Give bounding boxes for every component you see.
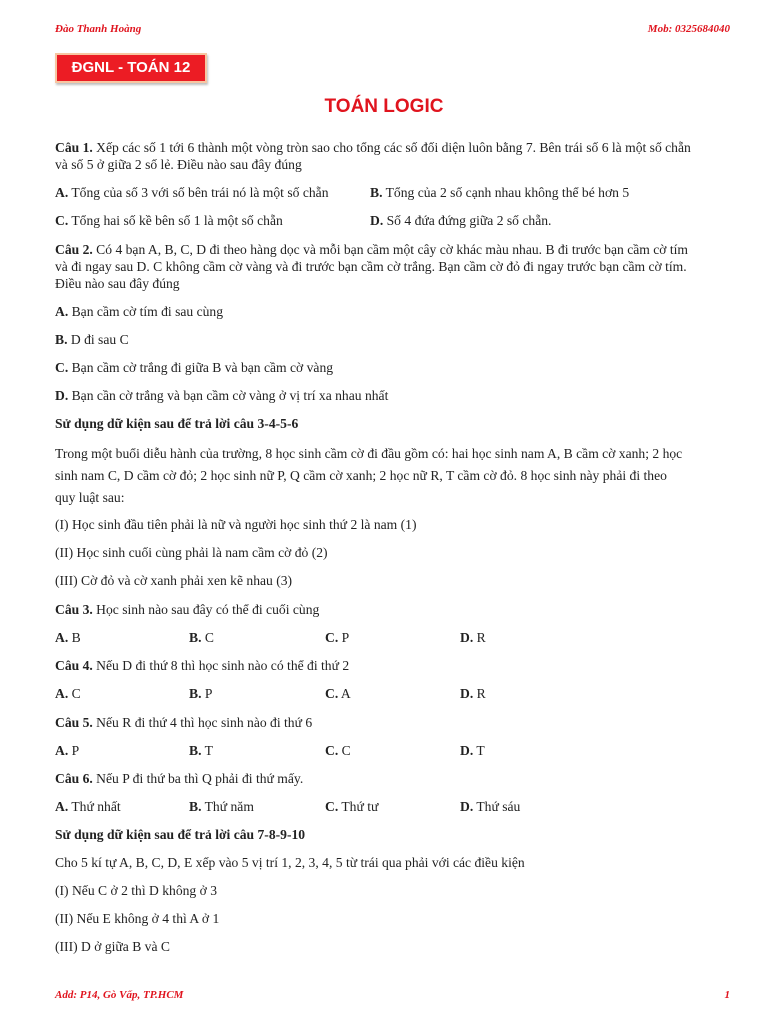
question-1-option-a: A. Tổng của số 3 với số bên trái nó là một số chẵn [55, 185, 329, 200]
question-2-option-b: B. D đi sau C [55, 332, 129, 347]
section-heading-7-10: Sử dụng dữ kiện sau để trả lời câu 7-8-9-10 [55, 827, 306, 842]
question-1-line-2: và số 5 ở giữa 2 số lẻ. Điều nào sau đây đúng [55, 157, 302, 172]
question-5-option-a: A. P [55, 743, 80, 758]
rule-1: (I) Học sinh đầu tiên phải là nữ và người học sinh thứ 2 là nam (1) [55, 517, 417, 532]
question-1-line-1 [55, 140, 691, 156]
rule-2-1: (I) Nếu C ở 2 thì D không ở 3 [55, 883, 218, 898]
question-6-option-d: D. Thứ sáu [460, 799, 521, 814]
question-1-text: Xếp các số 1 tới 6 thành một vòng tròn sao cho tổng các số đối diện luôn bằng 7. Bên trái số 6 là một số chẵn [92, 140, 691, 155]
section-1-intro-line-2: sinh nam C, D cầm cờ đỏ; 2 học sinh nữ P, Q cầm cờ xanh; 2 học nữ R, T cầm cờ đỏ. 8 học sinh này phải đi theo [55, 468, 667, 483]
question-3-option-d: D. R [460, 630, 486, 645]
question-6: Câu 6. Nếu P đi thứ ba thì Q phải đi thứ mấy. [55, 771, 304, 786]
question-1-option-b: B. Tổng của 2 số cạnh nhau không thể bé hơn 5 [370, 185, 630, 200]
question-1-option-d: D. Số 4 đứa đứng giữa 2 số chẵn. [370, 213, 552, 228]
page-number: 1 [724, 989, 730, 1001]
question-3-option-a: A. B [55, 630, 81, 645]
question-4-option-d: D. R [460, 686, 486, 701]
page-title: TOÁN LOGIC [324, 96, 444, 117]
question-6-option-c: C. Thứ tư [325, 799, 379, 814]
question-5-option-c: C. C [325, 743, 351, 758]
section-1-intro-line-3: quy luật sau: [55, 490, 125, 505]
question-2-label: Câu 2. [55, 242, 93, 257]
question-2-option-d: D. Bạn cần cờ trắng và bạn cầm cờ vàng ở vị trí xa nhau nhất [55, 388, 389, 403]
header-phone: Mob: 0325684040 [647, 23, 730, 35]
question-3-option-b: B. C [189, 630, 214, 645]
question-2-option-a: A. Bạn cầm cờ tím đi sau cùng [55, 304, 224, 319]
subject-badge: ĐGNL - TOÁN 12 [55, 53, 207, 83]
question-5-option-b: B. T [189, 743, 213, 758]
section-1-intro-line-1: Trong một buổi diễu hành của trường, 8 học sinh cầm cờ đi đầu gồm có: hai học sinh nam A, B cầm cờ xanh; 2 học [55, 446, 683, 461]
question-3: Câu 3. Học sinh nào sau đây có thể đi cuối cùng [55, 602, 320, 617]
question-2-option-c: C. Bạn cầm cờ trắng đi giữa B và bạn cầm cờ vàng [55, 360, 334, 375]
rule-2-3: (III) D ở giữa B và C [55, 939, 170, 954]
rule-3: (III) Cờ đỏ và cờ xanh phải xen kẽ nhau (3) [55, 573, 293, 588]
question-6-option-a: A. Thứ nhất [55, 799, 121, 814]
question-4-option-a: A. C [55, 686, 81, 701]
question-3-option-c: C. P [325, 630, 350, 645]
section-2-intro: Cho 5 kí tự A, B, C, D, E xếp vào 5 vị trí 1, 2, 3, 4, 5 từ trái qua phải với các điều kiện [55, 855, 525, 870]
question-1-label: Câu 1. [55, 140, 93, 155]
question-4: Câu 4. Nếu D đi thứ 8 thì học sinh nào có thể đi thứ 2 [55, 658, 350, 673]
footer-address: Add: P14, Gò Vấp, TP.HCM [55, 989, 184, 1001]
rule-2-2: (II) Nếu E không ở 4 thì A ở 1 [55, 911, 220, 926]
question-2-line-1: Câu 2. Có 4 bạn A, B, C, D đi theo hàng dọc và mỗi bạn cầm một cây cờ khác màu nhau. B đi trước bạn cầm cờ tím [55, 242, 688, 257]
header-author: Đào Thanh Hoàng [55, 23, 142, 35]
question-2-line-2: và đi ngay sau D. C không cầm cờ vàng và đi trước bạn cầm cờ trắng. Bạn cầm cờ đỏ đi ngay trước bạn cầm cờ tím. [55, 259, 687, 274]
question-1-option-c: C. Tổng hai số kề bên số 1 là một số chẵn [55, 213, 283, 228]
question-5-option-d: D. T [460, 743, 485, 758]
question-5: Câu 5. Nếu R đi thứ 4 thì học sinh nào đi thứ 6 [55, 715, 313, 730]
question-2-line-3: Điều nào sau đây đúng [55, 276, 180, 291]
question-4-option-b: B. P [189, 686, 213, 701]
rule-2: (II) Học sinh cuối cùng phải là nam cầm cờ đỏ (2) [55, 545, 328, 560]
section-heading-3-6: Sử dụng dữ kiện sau để trả lời câu 3-4-5-6 [55, 416, 299, 431]
question-6-option-b: B. Thứ năm [189, 799, 254, 814]
question-4-option-c: C. A [325, 686, 351, 701]
